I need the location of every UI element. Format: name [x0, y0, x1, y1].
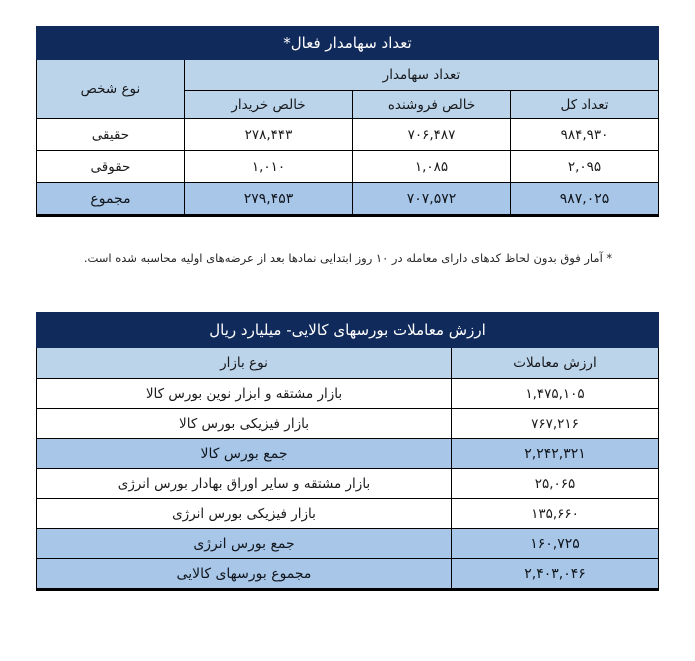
subtotal-cell-market-type: جمع بورس انرژی [36, 529, 451, 559]
group-header-row [36, 60, 658, 91]
cell-person-type: حقوقی [36, 151, 184, 183]
table-title-row [36, 27, 658, 60]
total-cell-label: مجموع [36, 183, 184, 216]
total-cell-total-count: ۹۸۷,۰۲۵ [511, 183, 659, 216]
total-cell-net-seller: ۷۰۷,۵۷۲ [353, 183, 511, 216]
total-cell-net-buyer: ۲۷۹,۴۵۳ [185, 183, 353, 216]
table-row [36, 469, 658, 499]
subtotal-cell-trade-value: ۲,۲۴۲,۳۲۱ [452, 439, 659, 469]
cell-total-count: ۹۸۴,۹۳۰ [511, 119, 659, 151]
table-title-row [36, 313, 658, 348]
table-row [36, 499, 658, 529]
net-seller-header: خالص فروشنده [353, 91, 511, 119]
cell-net-buyer: ۲۷۸,۴۴۳ [185, 119, 353, 151]
commodity-trade-value-table [36, 312, 659, 591]
table-row [36, 379, 658, 409]
cell-total-count: ۲,۰۹۵ [511, 151, 659, 183]
table-total-row [36, 559, 658, 590]
cell-trade-value: ۱,۴۷۵,۱۰۵ [452, 379, 659, 409]
active-shareholders-table [36, 26, 659, 217]
market-type-header: نوع بازار [36, 348, 451, 379]
cell-market-type: بازار مشتقه و ابزار نوین بورس کالا [36, 379, 451, 409]
cell-trade-value: ۱۳۵,۶۶۰ [452, 499, 659, 529]
cell-trade-value: ۷۶۷,۲۱۶ [452, 409, 659, 439]
commodity-table-title: ارزش معاملات بورسهای کالایی- میلیارد ریال [36, 313, 658, 348]
cell-net-seller: ۱,۰۸۵ [353, 151, 511, 183]
footnote-text: * آمار فوق بدون لحاظ کدهای دارای معامله در ۱۰ روز ابتدایی نمادها بعد از عرضه‌های اولیه محاسبه شده است. [83, 251, 613, 265]
table-subtotal-row [36, 529, 658, 559]
table-row [36, 151, 658, 183]
cell-trade-value: ۲۵,۰۶۵ [452, 469, 659, 499]
cell-market-type: بازار فیزیکی بورس کالا [36, 409, 451, 439]
shareholder-count-group-header: تعداد سهامدار [185, 60, 659, 91]
table-row [36, 409, 658, 439]
total-cell-market-type: مجموع بورسهای کالایی [36, 559, 451, 590]
cell-market-type: بازار فیزیکی بورس انرژی [36, 499, 451, 529]
table-subtotal-row [36, 439, 658, 469]
subtotal-cell-market-type: جمع بورس کالا [36, 439, 451, 469]
total-count-header: تعداد کل [511, 91, 659, 119]
trade-value-header: ارزش معاملات [452, 348, 659, 379]
table-row [36, 119, 658, 151]
table-total-row [36, 183, 658, 216]
cell-net-seller: ۷۰۶,۴۸۷ [353, 119, 511, 151]
column-header-row [36, 348, 658, 379]
cell-person-type: حقیقی [36, 119, 184, 151]
cell-market-type: بازار مشتقه و سایر اوراق بهادار بورس انرژی [36, 469, 451, 499]
person-type-header: نوع شخص [36, 60, 184, 119]
subtotal-cell-trade-value: ۱۶۰,۷۲۵ [452, 529, 659, 559]
total-cell-trade-value: ۲,۴۰۳,۰۴۶ [452, 559, 659, 590]
net-buyer-header: خالص خریدار [185, 91, 353, 119]
cell-net-buyer: ۱,۰۱۰ [185, 151, 353, 183]
shareholders-table-title: تعداد سهامدار فعال* [36, 27, 658, 60]
